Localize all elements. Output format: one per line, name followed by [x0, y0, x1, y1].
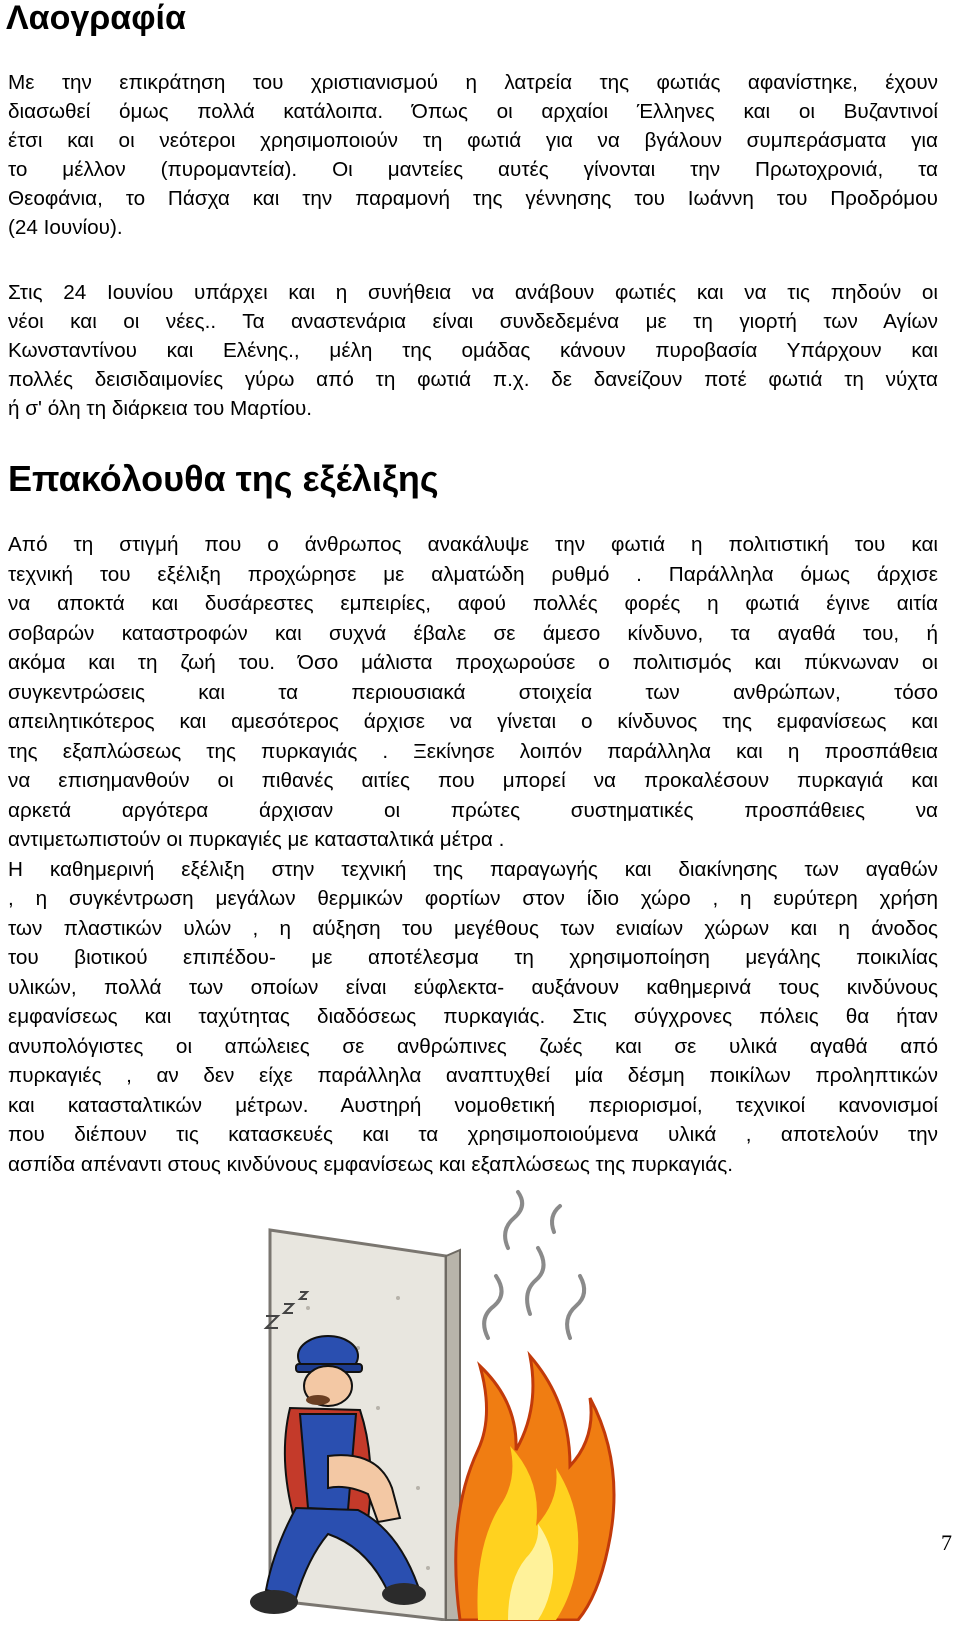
text-line: έτσι και οι νεότεροι χρησιμοποιούν τη φωτιά για να βγάλουν συμπεράσματα για	[8, 129, 938, 152]
paragraph-folklore	[8, 68, 938, 242]
paragraph-consequences	[8, 530, 938, 1179]
text-line: του βιοτικού επιπέδου- με αποτέλεσμα τη χρησιμοποίηση μεγάλης ποικιλίας	[8, 946, 938, 969]
fire-door-illustration	[178, 1188, 634, 1621]
text-line: πυρκαγιές , αν δεν είχε παράλληλα αναπτυχθεί μία δέσμη ποικίλων προληπτικών	[8, 1064, 938, 1087]
paragraph-june-customs	[8, 278, 938, 423]
text-line: να αποκτά και δυσάρεστες εμπειρίες, αφού πολλές φορές η φωτιά έγινε αιτία	[8, 592, 938, 615]
text-line: Θεοφάνια, το Πάσχα και την παραμονή της γέννησης του Ιωάννη του Προδρόμου	[8, 187, 938, 210]
fire	[456, 1356, 614, 1620]
text-line: εμφανίσεως και ταχύτητας διαδόσεως πυρκαγιάς. Στις σύγχρονες πόλεις θα ήταν	[8, 1005, 938, 1028]
text-line: αρκετά αργότερα άρχισαν οι πρώτες συστηματικές προσπάθειες να	[8, 798, 938, 822]
text-line: ασπίδα απέναντι στους κινδύνους εμφανίσεως και εξαπλώσεως της πυρκαγιάς.	[8, 1152, 733, 1176]
text-line: που διέπουν τις κατασκευές και τα χρησιμοποιούμενα υλικά , αποτελούν την	[8, 1123, 938, 1146]
text-line: Η καθημερινή εξέλιξη στην τεχνική της παραγωγής και διακίνησης των αγαθών	[8, 857, 938, 881]
text-line: ακόμα και τη ζωή του. Όσο μάλιστα προχωρούσε ο πολιτισμός και πύκνωναν οι	[8, 651, 938, 674]
text-line: να επισημανθούν οι πιθανές αιτίες που μπορεί να προκαλέσουν πυρκαγιά και	[8, 769, 938, 792]
text-line: συγκεντρώσεις και τα περιουσιακά στοιχεία των ανθρώπων, τόσο	[8, 680, 938, 704]
text-line: των πλαστικών υλών , η αύξηση του μεγέθους των ενιαίων χώρων και η άνοδος	[8, 916, 938, 940]
text-line: Από τη στιγμή που ο άνθρωπος ανακάλυψε την φωτιά η πολιτιστική του και	[8, 533, 938, 556]
text-line: αντιμετωπιστούν οι πυρκαγιές με κατασταλτικά μέτρα .	[8, 828, 505, 851]
text-line: υλικών, πολλά των οποίων είναι εύφλεκτα- αυξάνουν καθημερινά τους κινδύνους	[8, 975, 938, 999]
smoke	[484, 1192, 584, 1338]
text-line: , η συγκέντρωση μεγάλων θερμικών φορτίων στον ίδιο χώρο , η ευρύτερη χρήση	[8, 887, 938, 910]
text-line: διασωθεί όμως πολλά κατάλοιπα. Όπως οι αρχαίοι Έλληνες και οι Βυζαντινοί	[8, 100, 938, 123]
text-line: απειλητικότερος και αμεσότερος άρχισε να γίνεται ο κίνδυνος της εμφανίσεως και	[8, 710, 938, 733]
text-line: πολλές δεισιδαιμονίες γύρω από τη φωτιά π.χ. δε δανείζουν ποτέ φωτιά τη νύχτα	[8, 368, 938, 391]
text-line: ανυπολόγιστες οι απώλειες σε ανθρώπινες ζωές και σε υλικά αγαθά από	[8, 1034, 938, 1058]
text-line: Κωνσταντίνου και Ελένης., μέλη της ομάδας κάνουν πυροβασία Υπάρχουν και	[8, 339, 938, 362]
text-line: της εξαπλώσεως της πυρκαγιάς . Ξεκίνησε λοιπόν παράλληλα και η προσπάθεια	[8, 739, 938, 763]
text-line: (24 Ιουνίου).	[8, 216, 123, 239]
text-line: σοβαρών καταστροφών και συχνά έβαλε σε άμεσο κίνδυνο, τα αγαθά του, ή	[8, 621, 938, 645]
text-line: Με την επικράτηση του χριστιανισμού η λατρεία της φωτιάς αφανίστηκε, έχουν	[8, 71, 938, 94]
text-line: το μέλλον (πυρομαντεία). Οι μαντείες αυτές γίνονται την Πρωτοχρονιά, τα	[8, 158, 938, 181]
heading-laografia: Λαογραφία	[6, 0, 186, 37]
text-line: ή σ' όλη τη διάρκεια του Μαρτίου.	[8, 397, 313, 420]
page-number: 7	[941, 1530, 952, 1555]
heading-consequences: Επακόλουθα της εξέλιξης	[8, 458, 439, 499]
text-line: νέοι και οι νέες.. Τα αναστενάρια είναι συνδεδεμένα με τη γιορτή των Αγίων	[8, 310, 938, 333]
text-line: τεχνική του εξέλιξη προχώρησε με αλματώδη ρυθμό . Παράλληλα όμως άρχισε	[8, 562, 938, 586]
text-line: και κατασταλτικών μέτρων. Αυστηρή νομοθετική περιορισμοί, τεχνικοί κανονισμοί	[8, 1093, 938, 1117]
text-line: Στις 24 Ιουνίου υπάρχει και η συνήθεια να ανάβουν φωτιές και να τις πηδούν οι	[8, 281, 938, 304]
